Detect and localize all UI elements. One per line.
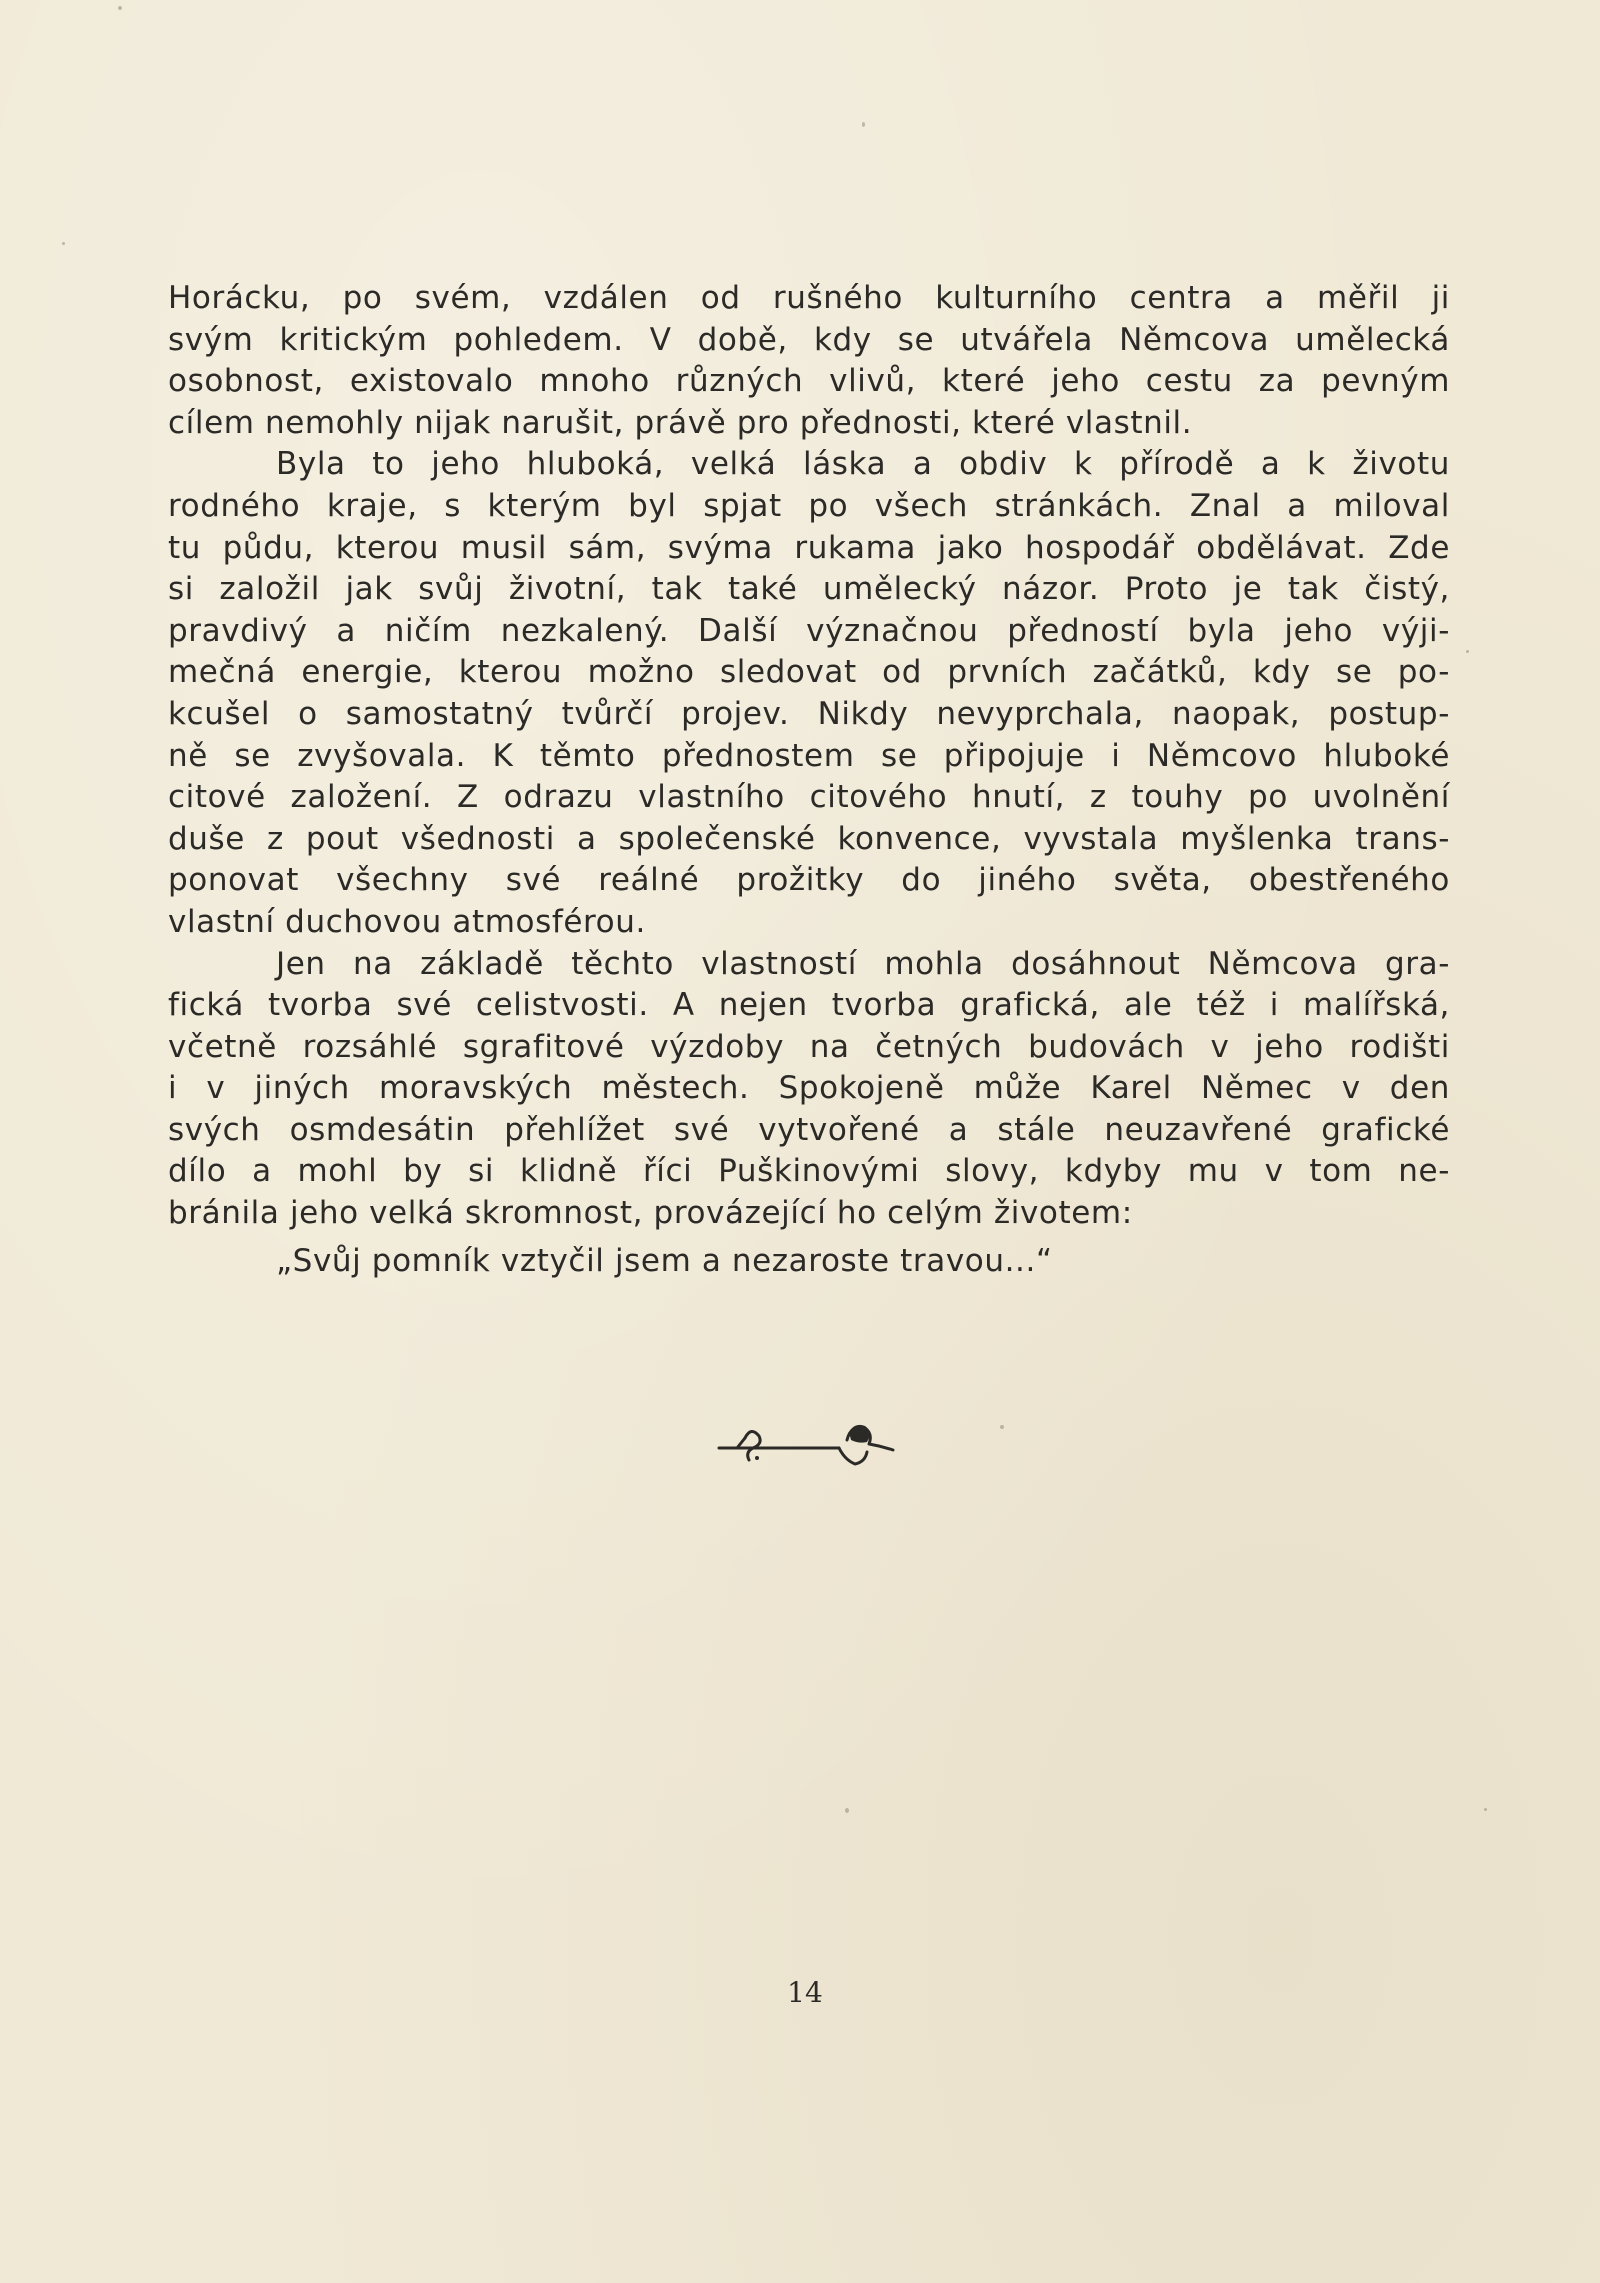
text-line: ponovat všechny své reálné prožitky do jiného světa, obestřeného [168,862,1450,899]
text-line: ně se zvyšovala. K těmto přednostem se připojuje i Němcovo hluboké [168,737,1450,774]
paragraph-1 [168,278,1450,444]
page-number: 14 [787,1976,823,2009]
text-line: rodného kraje, s kterým byl spjat po všech stránkách. Znal a miloval [168,487,1450,524]
text-line: dílo a mohl by si klidně říci Puškinovými slovy, kdyby mu v tom ne- [168,1153,1450,1190]
text-line: tu půdu, kterou musil sám, svýma rukama jako hospodář obdělávat. Zde [168,529,1450,566]
paragraph-2 [168,444,1450,943]
text-line: svých osmdesátin přehlížet své vytvořené a stále neuzavřené grafické [168,1111,1450,1148]
pushkin-quote: „Svůj pomník vztyčil jsem a nezaroste travou...“ [276,1242,1053,1279]
text-line: včetně rozsáhlé sgrafitové výzdoby na četných budovách v jeho rodišti [168,1028,1450,1065]
paper-speck [62,242,65,245]
text-line: svým kritickým pohledem. V době, kdy se utvářela Němcova umělecká [168,321,1450,358]
text-line: i v jiných moravských městech. Spokojeně může Karel Němec v den [168,1070,1450,1107]
paper-speck [845,1808,849,1813]
text-line: fická tvorba své celistvosti. A nejen tvorba grafická, ale též i malířská, [168,987,1450,1024]
signature-monogram-icon [715,1418,895,1478]
paper-speck [118,6,122,10]
text-line: kcušel o samostatný tvůrčí projev. Nikdy nevyprchala, naopak, postup- [168,695,1450,732]
text-line: bránila jeho velká skromnost, provázející ho celým životem: [168,1195,1133,1232]
paper-speck [1000,1425,1004,1429]
text-line: vlastní duchovou atmosférou. [168,903,646,940]
text-line: mečná energie, kterou možno sledovat od prvních začátků, kdy se po- [168,654,1450,691]
text-line: duše z pout všednosti a společenské konvence, vyvstala myšlenka trans- [168,820,1450,857]
text-line: Byla to jeho hluboká, velká láska a obdiv k přírodě a k životu [276,446,1450,483]
text-line: Horácku, po svém, vzdálen od rušného kulturního centra a měřil ji [168,280,1450,316]
paragraph-3 [168,944,1450,1235]
paper-speck [1484,1808,1487,1811]
paper-speck [1466,650,1469,653]
text-line: cílem nemohly nijak narušit, právě pro přednosti, které vlastnil. [168,404,1193,441]
text-line: pravdivý a ničím nezkalený. Další význačnou předností byla jeho výji- [168,612,1450,649]
paper-speck [862,122,865,127]
text-line: si založil jak svůj životní, tak také umělecký názor. Proto je tak čistý, [168,571,1450,608]
text-line: osobnost, existovalo mnoho různých vlivů, které jeho cestu za pevným [168,363,1450,400]
body-text [168,278,1450,1282]
text-line: Jen na základě těchto vlastností mohla dosáhnout Němcova gra- [276,945,1450,982]
text-line: citové založení. Z odrazu vlastního citového hnutí, z touhy po uvolnění [168,779,1450,816]
